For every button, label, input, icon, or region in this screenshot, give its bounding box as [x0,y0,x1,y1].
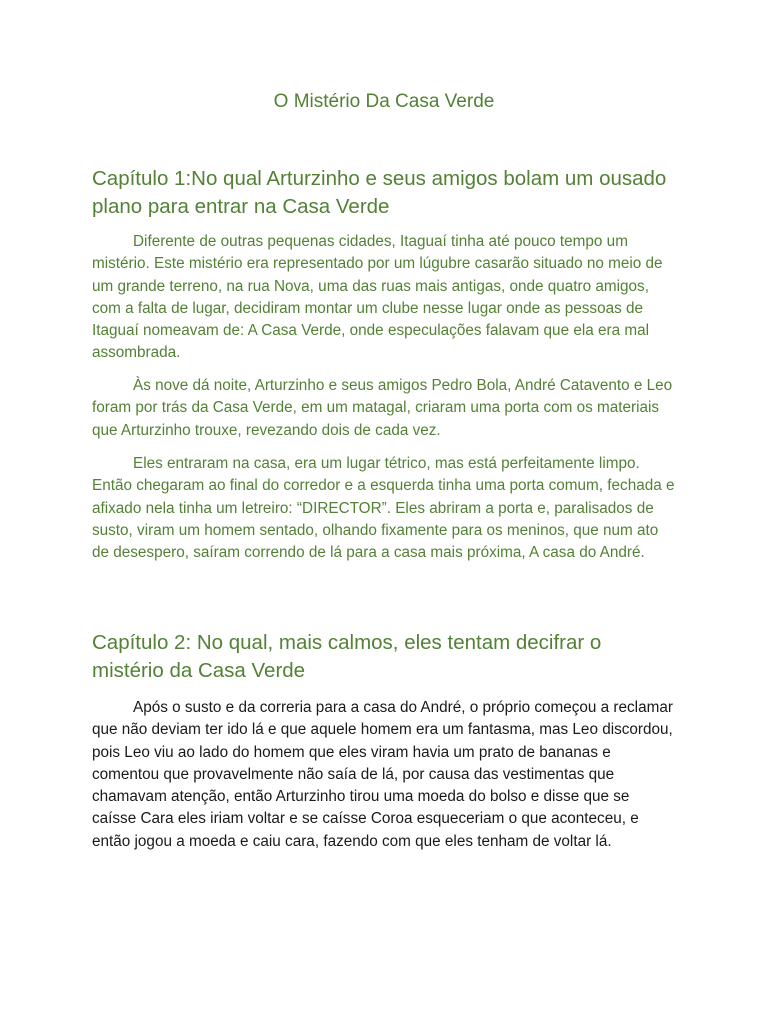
chapter-1-heading: Capítulo 1:No qual Arturzinho e seus amigos bolam um ousado plano para entrar na Casa Verde [92,167,667,218]
chapter-2-heading: Capítulo 2: No qual, mais calmos, eles tentam decifrar o mistério da Casa Verde [92,631,602,682]
chapter-1-paragraph-1: Diferente de outras pequenas cidades, Itaguaí tinha até pouco tempo um mistério. Este mistério era representado por um lúgubre casarão situado no meio de um grande terreno, na rua Nova, uma das ruas mais antigas, onde quatro amigos, com a falta de lugar, decidiram montar um clube nesse lugar onde as pessoas de Itaguaí nomeavam de: A Casa Verde, onde especulações falavam que ela era mal assombrada. [92,233,663,362]
chapter-2-paragraph-1: Após o susto e da correria para a casa do André, o próprio começou a reclamar que não deviam ter ido lá e que aquele homem era um fantasma, mas Leo discordou, pois Leo viu ao lado do homem que eles viram havia um prato de bananas e comentou que provavelmente não saía de lá, por causa das vestimentas que chamavam atenção, então Arturzinho tirou uma moeda do bolso e disse que se caísse Cara eles iriam voltar e se caísse Coroa esqueceriam o que aconteceu, e então jogou a moeda e caiu cara, fazendo com que eles tenham de voltar lá. [92,699,673,850]
chapter-1-paragraph-3: Eles entraram na casa, era um lugar tétrico, mas está perfeitamente limpo. Então chegaram ao final do corredor e a esquerda tinha uma porta comum, fechada e afixado nela tinha um letreiro: “DIRECTOR”. Eles abriram a porta e, paralisados de susto, viram um homem sentado, olhando fixamente para os meninos, que num ato de desespero, saíram correndo de lá para a casa mais próxima, A casa do André. [92,455,675,562]
chapter-1-paragraph-2: Às nove dá noite, Arturzinho e seus amigos Pedro Bola, André Catavento e Leo foram por trás da Casa Verde, em um matagal, criaram uma porta com os materiais que Arturzinho trouxe, revezando dois de cada vez. [92,377,673,439]
document-title: O Mistério Da Casa Verde [273,91,495,112]
